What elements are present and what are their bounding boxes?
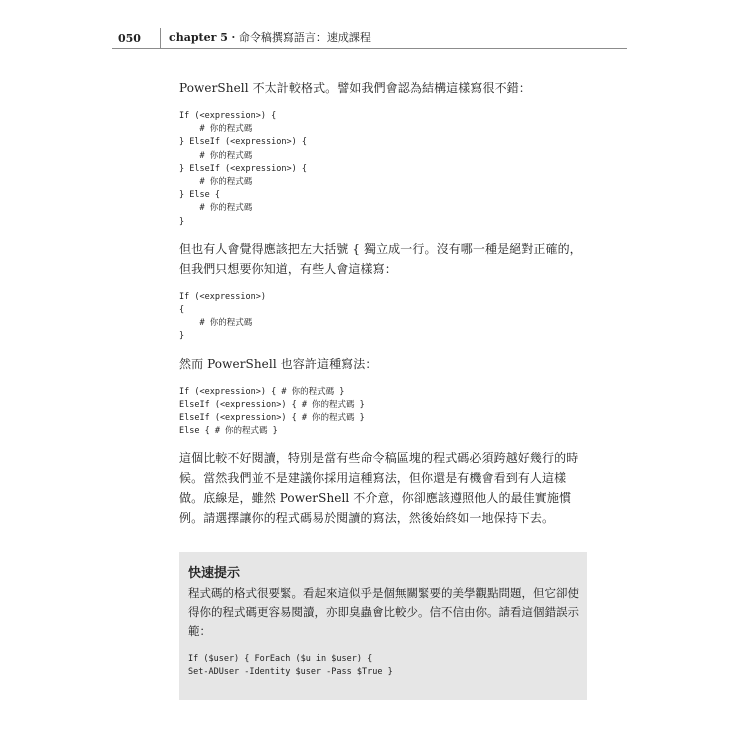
paragraph-readability: 這個比較不好閱讀，特別是當有些命令稿區塊的程式碼必須跨越好幾行的時候。當然我們並不是建議你採用這種寫法，但你還是有機會看到有人這樣做。底線是，雖然 PowerShell 不介意，你卻應該遵照他人的最佳實施慣例。請選擇讓你的程式碼易於閱讀的寫法，然後始終如一地保持下去。	[179, 451, 579, 526]
paragraph-alternative: 然而 PowerShell 也容許這種寫法：	[179, 356, 378, 371]
tip-text: 程式碼的格式很要緊。看起來這似乎是個無關緊要的美學觀點問題，但它卻使得你的程式碼更容易閱讀，亦即臭蟲會比較少。信不信由你。請看這個錯誤示範：	[188, 586, 579, 638]
code-block-standard: If (<expression>) { # 你的程式碼 } ElseIf (<expression>) { # 你的程式碼 } ElseIf (<expression>) { # 你的程式碼 } Else { # 你的程式碼 }	[179, 111, 307, 227]
header-divider	[160, 28, 161, 48]
paragraph-intro: PowerShell 不太計較格式。譬如我們會認為結構這樣寫很不錯：	[179, 81, 531, 95]
quick-tip-box	[179, 552, 587, 700]
code-block-single-line: If (<expression>) { # 你的程式碼 } ElseIf (<expression>) { # 你的程式碼 } ElseIf (<expression>) { # 你的程式碼 } Else { # 你的程式碼 }	[179, 386, 365, 437]
page-body	[179, 78, 587, 528]
tip-code-block: If ($user) { ForEach ($u in $user) { Set-ADUser -Identity $user -Pass $True }	[188, 654, 393, 677]
tip-title: 快速提示	[188, 566, 241, 581]
page-number: 050	[118, 32, 141, 45]
paragraph-brace-style: 但也有人會覺得應該把左大括號 { 獨立成一行。沒有哪一種是絕對正確的，但我們只想要你知道，有些人會這樣寫：	[179, 241, 582, 276]
running-header	[112, 28, 627, 49]
chapter-heading	[169, 29, 371, 48]
chapter-label: chapter 5	[169, 31, 228, 44]
chapter-title: ・命令稿撰寫語言：速成課程	[227, 31, 371, 44]
code-block-brace-newline: If (<expression>) { # 你的程式碼 }	[179, 291, 266, 342]
